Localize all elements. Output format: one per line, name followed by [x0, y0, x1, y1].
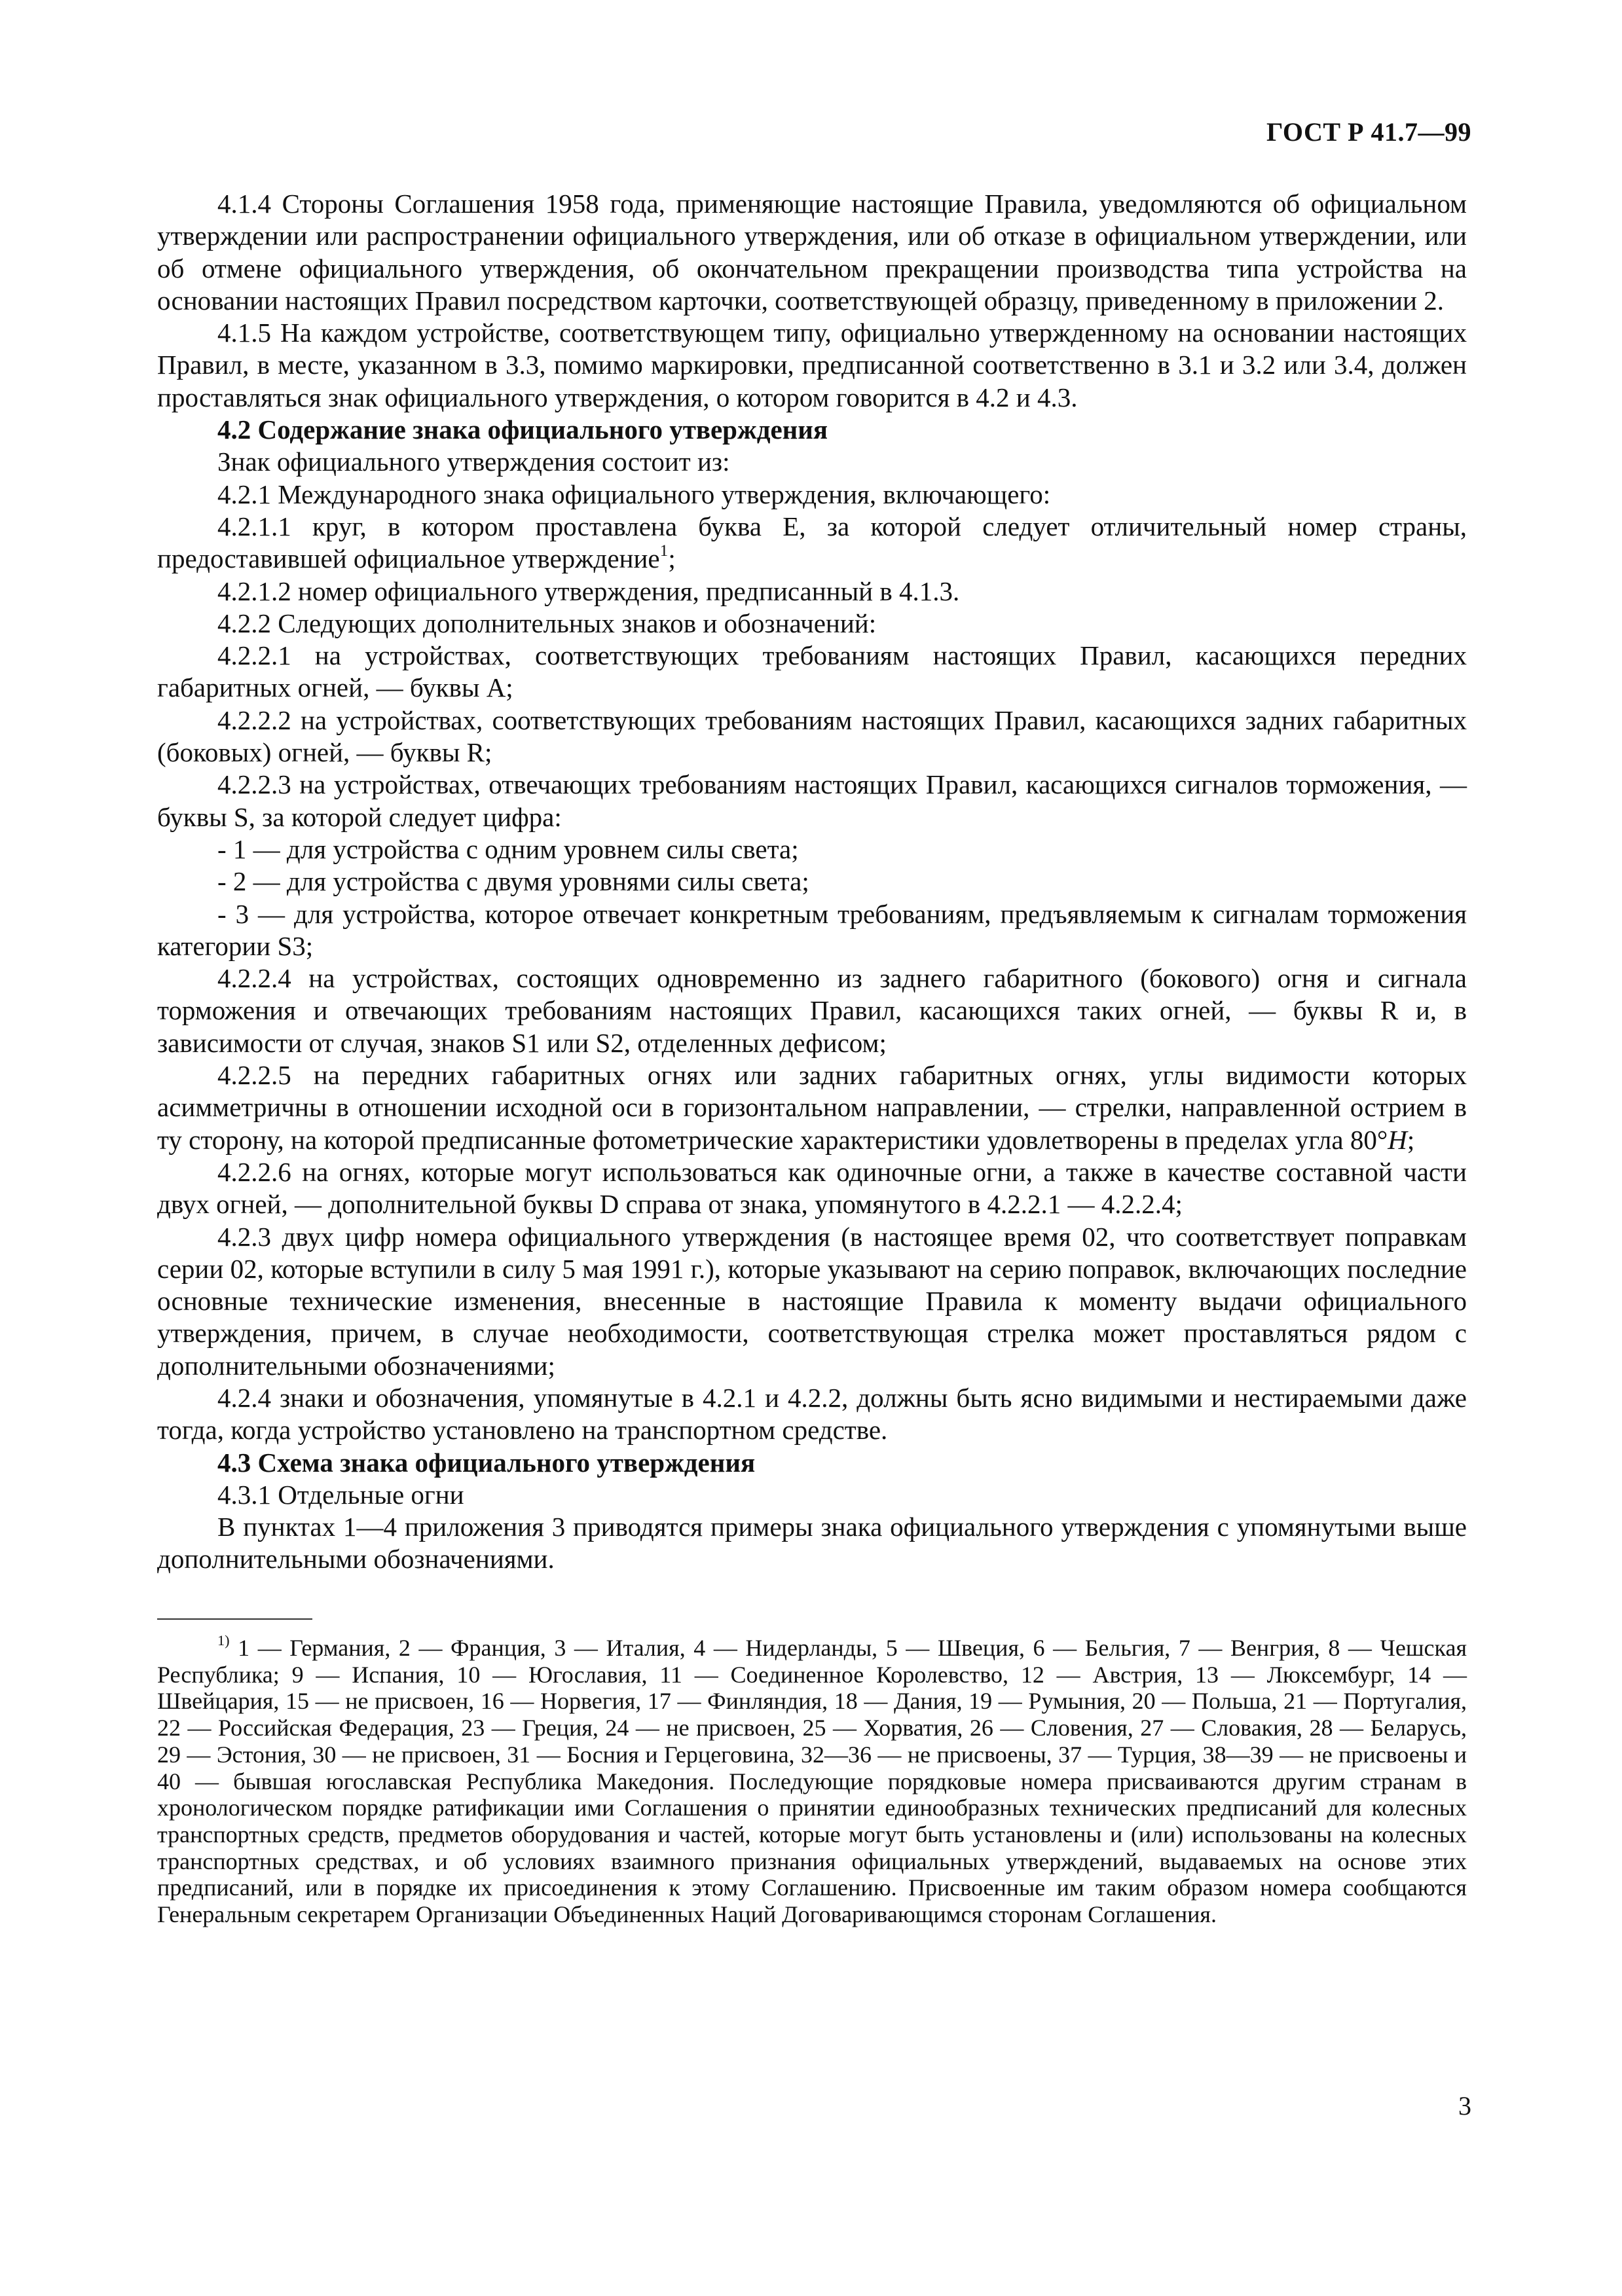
document-code-header: ГОСТ Р 41.7—99 [1266, 117, 1471, 147]
list-item-s3: - 3 — для устройства, которое отвечает конкретным требованиям, предъявляемым к сигналам торможения категории S3; [157, 898, 1467, 961]
paragraph-4-2-2-5-text: 4.2.2.5 на передних габаритных огнях или задних габаритных огнях, углы видимости которых асимметричны в отношении исходной оси в горизонтальном направлении, — стрелки, направленной острием в ту сторону, на которой предписанные фотометрические характеристики удовлетворены в пределах угла 80° [157, 1060, 1467, 1155]
paragraph-4-2-2: 4.2.2 Следующих дополнительных знаков и обозначений: [217, 608, 877, 638]
paragraph-4-2-2-3: 4.2.2.3 на устройствах, отвечающих требованиям настоящих Правил, касающихся сигналов торможения, — буквы S, за которой следует цифра: [157, 769, 1467, 832]
paragraph-4-3-examples: В пунктах 1—4 приложения 3 приводятся примеры знака официального утверждения с упомянутыми выше дополнительными обозначениями. [157, 1512, 1467, 1575]
paragraph-4-1-5: 4.1.5 На каждом устройстве, соответствующем типу, официально утвержденному на основании настоящих Правил, в месте, указанном в 3.3, помимо маркировки, предписанной соответственно в 3.1 и 3.2 или 3.4, должен проставляться знак официального утверждения, о котором говорится в 4.2 и 4.3. [157, 318, 1467, 412]
section-heading-4-2: 4.2 Содержание знака официального утверждения [217, 414, 828, 445]
page-number: 3 [1458, 2091, 1471, 2121]
paragraph-4-2-3: 4.2.3 двух цифр номера официального утверждения (в настоящее время 02, что соответствует поправкам серии 02, которые вступили в силу 5 мая 1991 г.), которые указывают на серию поправок, включающих последние основные технические изменения, внесенные в настоящие Правила к моменту выдачи официального утверждения, причем, в случае необходимости, соответствующая стрелка может проставляться рядом с дополнительными обозначениями; [157, 1221, 1467, 1381]
angle-symbol: H [1388, 1124, 1407, 1155]
paragraph-4-2-2-6: 4.2.2.6 на огнях, которые могут использоваться как одиночные огни, а также в качестве составной части двух огней, — дополнительной буквы D справа от знака, упомянутого в 4.2.2.1 — 4.2.2.4; [157, 1156, 1467, 1220]
paragraph-4-2-2-5-tail: ; [1407, 1124, 1415, 1155]
paragraph-4-2-4: 4.2.4 знаки и обозначения, упомянутые в 4.2.1 и 4.2.2, должны быть ясно видимыми и нестираемыми даже тогда, когда устройство установлено на транспортном средстве. [157, 1382, 1467, 1446]
paragraph-4-2-2-4: 4.2.2.4 на устройствах, состоящих одновременно из заднего габаритного (бокового) огня и сигнала торможения и отвечающих требованиям настоящих Правил, касающихся таких огней, — буквы R и, в зависимости от случая, знаков S1 или S2, отделенных дефисом; [157, 963, 1467, 1058]
footnote-divider [157, 1618, 312, 1620]
footnote-text: 1 — Германия, 2 — Франция, 3 — Италия, 4 — Нидерланды, 5 — Швеция, 6 — Бельгия, 7 — Венгрия, 8 — Чешская Республика; 9 — Испания, 10 — Югославия, 11 — Соединенное Королевство, 12 — Австрия, 13 — Люксембург, 14 — Швейцария, 15 — не присвоен, 16 — Норвегия, 17 — Финляндия, 18 — Дания, 19 — Румыния, 20 — Польша, 21 — Португалия, 22 — Российская Федерация, 23 — Греция, 24 — не присвоен, 25 — Хорватия, 26 — Словения, 27 — Словакия, 28 — Беларусь, 29 — Эстония, 30 — не присвоен, 31 — Босния и Герцеговина, 32—36 — не присвоены, 37 — Турция, 38—39 — не присвоены и 40 — бывшая югославская Республика Македония. Последующие порядковые номера присваиваются другим странам в хронологическом порядке ратификации ими Соглашения о принятии единообразных технических предписаний для колесных транспортных средств, предметов оборудования и частей, которые могут быть установлены и (или) использованы на колесных транспортных средствах, и об условиях взаимного признания официальных утверждений, выдаваемых на основе этих предписаний, или в порядке их присоединения к этому Соглашению. Присвоенные им таким образом номера сообщаются Генеральным секретарем Организации Объединенных Наций Договаривающимся сторонам Соглашения. [157, 1635, 1467, 1928]
section-heading-4-3: 4.3 Схема знака официального утверждения [217, 1447, 756, 1478]
paragraph-4-2-1-1-text: 4.2.1.1 круг, в котором проставлена буква E, за которой следует отличительный номер страны, предоставившей официальное утверждение [157, 511, 1467, 574]
paragraph-4-3-1: 4.3.1 Отдельные огни [217, 1479, 464, 1510]
paragraph-4-2-intro: Знак официального утверждения состоит из: [217, 446, 730, 477]
paragraph-4-1-4: 4.1.4 Стороны Соглашения 1958 года, применяющие настоящие Правила, уведомляются об официальном утверждении или распространении официального утверждения, или об отказе в официальном утверждении, или об отмене официального утверждения, об окончательном прекращении производства типа устройства на основании настоящих Правил посредством карточки, соответствующей образцу, приведенному в приложении 2. [157, 189, 1467, 316]
footnote-paragraph [157, 1631, 1467, 1928]
paragraph-4-2-1-1-tail: ; [668, 543, 676, 574]
paragraph-4-2-1: 4.2.1 Международного знака официального утверждения, включающего: [217, 479, 1051, 509]
paragraph-4-2-2-2: 4.2.2.2 на устройствах, соответствующих требованиям настоящих Правил, касающихся задних габаритных (боковых) огней, — буквы R; [157, 704, 1467, 768]
document-body [157, 188, 1467, 1576]
list-item-s2: - 2 — для устройства с двумя уровнями силы света; [217, 866, 809, 897]
list-item-s1: - 1 — для устройства с одним уровнем силы света; [217, 833, 799, 864]
paragraph-4-2-2-5 [157, 1059, 1467, 1156]
paragraph-4-2-2-1: 4.2.2.1 на устройствах, соответствующих требованиям настоящих Правил, касающихся передних габаритных огней, — буквы А; [157, 640, 1467, 703]
footnote-reference: 1 [659, 541, 669, 560]
footnote-marker: 1) [217, 1631, 230, 1649]
paragraph-4-2-1-2: 4.2.1.2 номер официального утверждения, предписанный в 4.1.3. [217, 575, 960, 606]
footnote [157, 1631, 1467, 1928]
paragraph-4-2-1-1 [157, 511, 1467, 575]
